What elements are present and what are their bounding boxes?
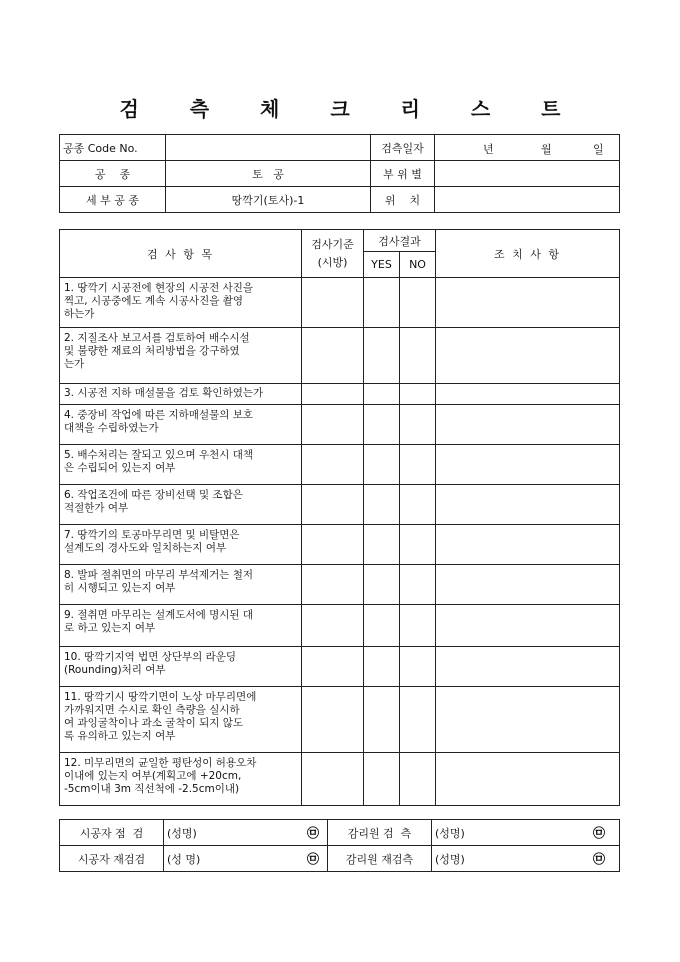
table-row [60,445,620,485]
yes-cell[interactable] [364,687,400,753]
action-cell[interactable] [436,405,620,445]
check-item: 10. 땅깍기지역 법면 상단부의 라운딩 (Rounding)처리 여부 [60,647,302,687]
check-item: 11. 땅깍기시 땅깍기면이 노상 마무리면에 가까워지면 수시로 확인 측량을 실시하 여 과잉굴착이나 과소 굴착이 되지 않도 록 유의하고 있는지 여부 [60,687,302,753]
no-cell[interactable] [400,405,436,445]
col-standard-header: 검사기준 (시방) [302,230,364,278]
date-label: 검측일자 [371,135,435,161]
standard-cell[interactable] [302,647,364,687]
checklist-table [59,229,620,806]
signature-table [59,819,620,872]
standard-cell[interactable] [302,405,364,445]
contractor-reinspect-name[interactable]: (성 명) [164,846,268,872]
no-cell[interactable] [400,605,436,647]
standard-cell[interactable] [302,485,364,525]
yes-cell[interactable] [364,647,400,687]
yes-cell[interactable] [364,405,400,445]
action-cell[interactable] [436,445,620,485]
month-label: 월 [541,143,552,156]
no-cell[interactable] [400,445,436,485]
check-item: 3. 시공전 지하 매설물을 검토 확인하였는가 [60,384,302,405]
action-cell[interactable] [436,647,620,687]
standard-cell[interactable] [302,328,364,384]
no-cell[interactable] [400,687,436,753]
check-item: 8. 발파 절취면의 마무리 부석제거는 철저 히 시행되고 있는지 여부 [60,565,302,605]
contractor-inspect-seal: ㉤ [268,820,328,846]
check-item: 7. 땅깍기의 토공마무리면 및 비탈면은 설계도의 경사도와 일치하는지 여부 [60,525,302,565]
contractor-reinspect-seal: ㉤ [268,846,328,872]
contractor-reinspect-label: 시공자 재검검 [60,846,164,872]
action-cell[interactable] [436,525,620,565]
yes-cell[interactable] [364,753,400,806]
check-item: 9. 절취면 마무리는 설계도서에 명시된 대 로 하고 있는지 여부 [60,605,302,647]
table-row [60,753,620,806]
header-table [59,134,620,213]
detail-value: 땅깍기(토사)-1 [166,187,371,213]
action-cell[interactable] [436,328,620,384]
table-row [60,565,620,605]
col-yes-header: YES [364,252,400,278]
action-cell[interactable] [436,384,620,405]
table-row [60,384,620,405]
check-item: 2. 지질조사 보고서를 검토하여 배수시설 및 불량한 재료의 처리방법을 강구하였 는가 [60,328,302,384]
yes-cell[interactable] [364,328,400,384]
yes-cell[interactable] [364,278,400,328]
no-cell[interactable] [400,328,436,384]
yes-cell[interactable] [364,525,400,565]
no-cell[interactable] [400,485,436,525]
table-row [60,525,620,565]
code-label: 공종 Code No. [60,135,166,161]
code-value[interactable] [166,135,371,161]
table-row [60,605,620,647]
yes-cell[interactable] [364,565,400,605]
action-cell[interactable] [436,605,620,647]
yes-cell[interactable] [364,485,400,525]
standard-cell[interactable] [302,445,364,485]
location-value[interactable] [435,161,620,187]
contractor-inspect-label: 시공자 점 검 [60,820,164,846]
action-cell[interactable] [436,565,620,605]
standard-cell[interactable] [302,525,364,565]
date-value[interactable] [435,135,620,161]
action-cell[interactable] [436,485,620,525]
no-cell[interactable] [400,647,436,687]
supervisor-inspect-label: 감리원 검 측 [328,820,432,846]
check-item: 1. 땅깍기 시공전에 현장의 시공전 사진을 찍고, 시공중에도 계속 시공사진을 촬영 하는가 [60,278,302,328]
table-row [60,328,620,384]
yes-cell[interactable] [364,445,400,485]
action-cell[interactable] [436,753,620,806]
supervisor-reinspect-label: 감리원 재검측 [328,846,432,872]
no-cell[interactable] [400,384,436,405]
yes-cell[interactable] [364,384,400,405]
day-label: 일 [593,143,604,156]
action-cell[interactable] [436,687,620,753]
year-label: 년 [483,143,494,156]
standard-cell[interactable] [302,605,364,647]
standard-cell[interactable] [302,278,364,328]
col-item-header: 검 사 항 목 [60,230,302,278]
standard-cell[interactable] [302,565,364,605]
table-row [60,278,620,328]
no-cell[interactable] [400,525,436,565]
check-item: 12. 미무리면의 균일한 평탄성이 허용오차 이내에 있는지 여부(계획고에 +20cm, -5cm이내 3m 직선척에 -2.5cm이내) [60,753,302,806]
work-type-label: 공 종 [60,161,166,187]
detail-label: 세 부 공 종 [60,187,166,213]
check-item: 5. 배수처리는 잘되고 있으며 우천시 대책 은 수립되어 있는지 여부 [60,445,302,485]
table-row [60,687,620,753]
yes-cell[interactable] [364,605,400,647]
standard-cell[interactable] [302,753,364,806]
contractor-inspect-name[interactable]: (성명) [164,820,268,846]
page-title: 검 측 체 크 리 스 트 [119,97,583,121]
table-row [60,647,620,687]
table-row [60,485,620,525]
standard-cell[interactable] [302,384,364,405]
no-cell[interactable] [400,278,436,328]
action-cell[interactable] [436,278,620,328]
col-action-header: 조 치 사 항 [436,230,620,278]
standard-cell[interactable] [302,687,364,753]
supervisor-inspect-name[interactable]: (성명) [432,820,516,846]
check-item: 6. 작업조건에 따른 장비선택 및 조합은 적절한가 여부 [60,485,302,525]
work-type-value: 토 공 [166,161,371,187]
supervisor-inspect-seal: ㉤ [516,820,620,846]
no-cell[interactable] [400,753,436,806]
position-label: 위 치 [371,187,435,213]
position-value[interactable] [435,187,620,213]
location-label: 부 위 별 [371,161,435,187]
table-row [60,405,620,445]
col-no-header: NO [400,252,436,278]
col-result-header: 검사결과 [364,230,436,252]
supervisor-reinspect-seal: ㉤ [516,846,620,872]
check-item: 4. 중장비 작업에 따른 지하매설물의 보호 대책을 수립하였는가 [60,405,302,445]
supervisor-reinspect-name[interactable]: (성명) [432,846,516,872]
no-cell[interactable] [400,565,436,605]
